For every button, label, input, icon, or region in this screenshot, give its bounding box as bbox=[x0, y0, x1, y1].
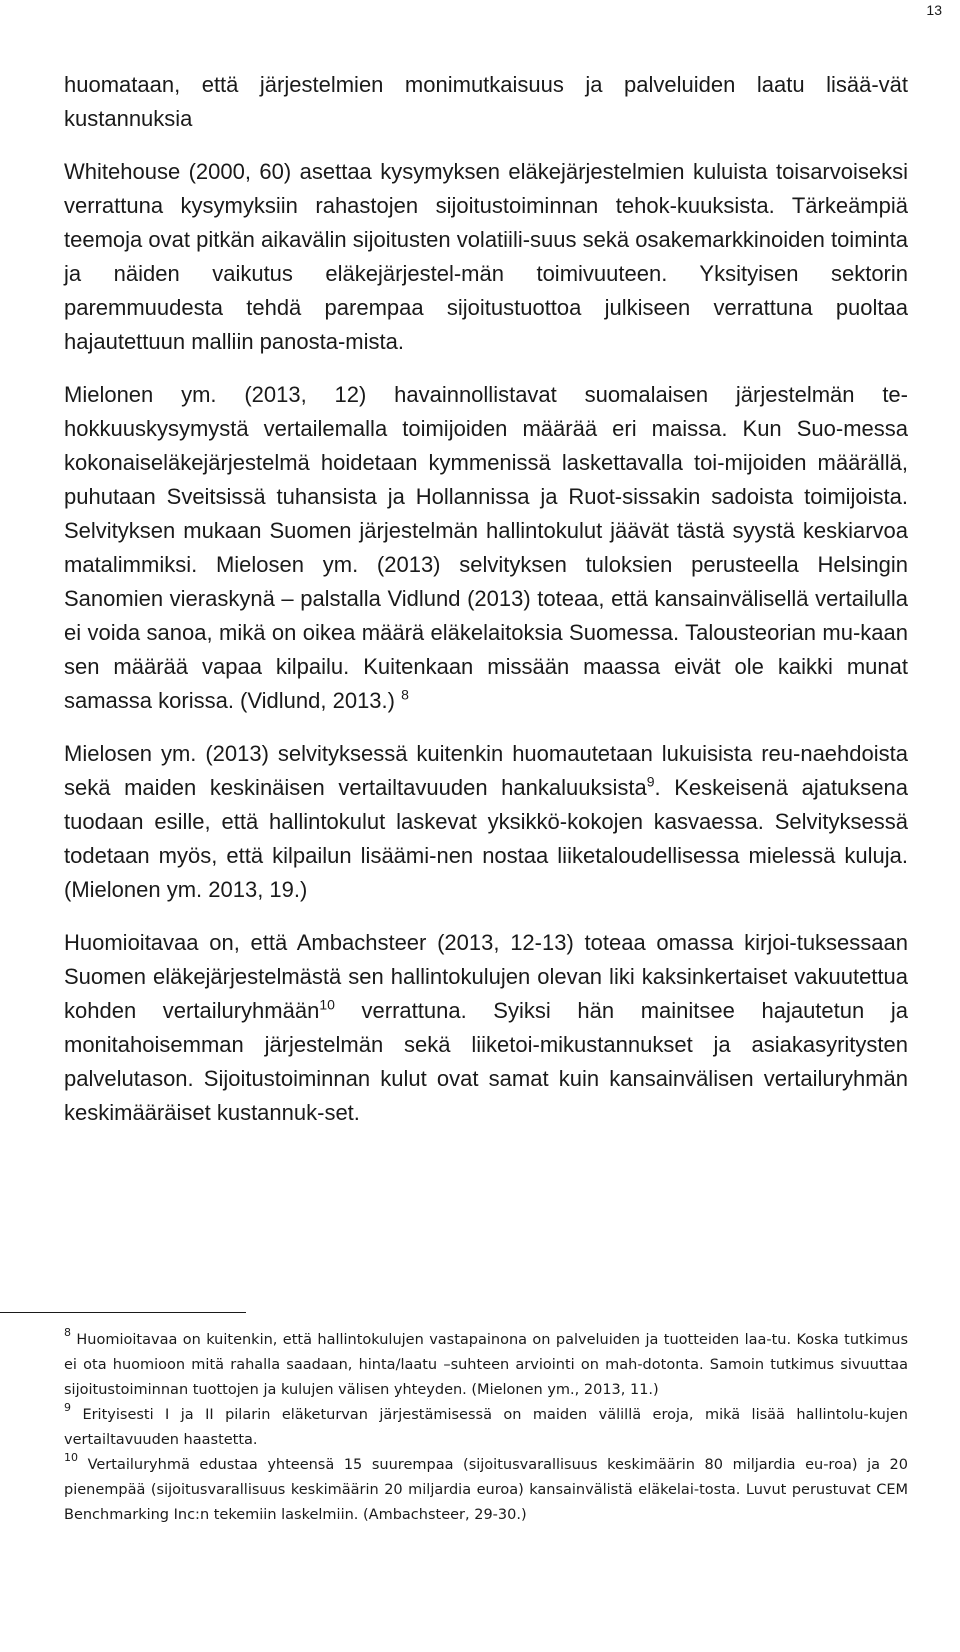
footnote-number: 9 bbox=[64, 1400, 71, 1414]
footnote-number: 10 bbox=[64, 1450, 78, 1464]
paragraph-5-text-a: Huomioitavaa on, että Ambachsteer (2013, 12-13) toteaa omassa kirjoi-tuksessaan Suomen eläkejärjestelmästä sen hallintokulujen olevan liki kaksinkertaiset vakuutettua kohden vertailuryhmään bbox=[64, 930, 908, 1023]
footnote-number: 8 bbox=[64, 1325, 71, 1339]
footnote-text: Vertailuryhmä edustaa yhteensä 15 suurempaa (sijoitusvarallisuus keskimäärin 80 miljardia eu-roa) ja 20 pienempää (sijoitusvarallisuus keskimäärin 20 miljardia euroa) kansainvälistä eläkelai-tosta. Luvut perustuvat CEM Benchmarking Inc:n tekemiin laskelmiin. (Ambachsteer, 29-30.) bbox=[64, 1457, 909, 1523]
footnote-ref-8: 8 bbox=[401, 686, 409, 703]
footnote-divider bbox=[0, 1312, 246, 1313]
paragraph-2: Whitehouse (2000, 60) asettaa kysymyksen eläkejärjestelmien kuluista toisarvoiseksi verrattuna kysymyksiin rahastojen sijoitustoiminnan tehok-kuuksista. Tärkeämpiä teemoja ovat pitkän aikavälin sijoitusten volatiili-suus sekä osakemarkkinoiden toiminta ja näiden vaikutus eläkejärjestel-män toimivuuteen. Yksityisen sektorin paremmuudesta tehdä parempaa sijoitustuottoa julkiseen verrattuna puoltaa hajautettuun malliin panosta-mista. bbox=[64, 159, 908, 354]
footnote-ref-9: 9 bbox=[646, 773, 655, 790]
paragraph-3-text: Mielonen ym. (2013, 12) havainnollistavat suomalaisen järjestelmän te-hokkuuskysymystä vertailemalla toimijoiden määrää eri maissa. Kun Suo-messa kokonaiseläkejärjestelmä hoidetaan kymmenissä laskettavalla toi-mijoiden määrällä, puhutaan Sveitsissä tuhansista ja Hollannissa ja Ruot-sissakin sadoista toimijoista. Selvityksen mukaan Suomen järjestelmän hallintokulut jäävät tästä syystä keskiarvoa matalimmiksi. Mielosen ym. (2013) selvityksen tuloksien perusteella Helsingin Sanomien vieraskynä – palstalla Vidlund (2013) toteaa, että kansainvälisellä vertailulla ei voida sanoa, mikä on oikea määrä eläkelaitoksia Suomessa. Talousteorian mu-kaan sen määrää vapaa kilpailu. Kuitenkaan missään maassa eivät ole kaikki munat samassa korissa. (Vidlund, 2013.) bbox=[64, 382, 908, 713]
paragraph-1: huomataan, että järjestelmien monimutkaisuus ja palveluiden laatu lisää-vät kustannuksia bbox=[64, 72, 908, 131]
paragraph-4-text-b: . Keskeisenä ajatuksena tuodaan esille, että hallintokulut laskevat yksikkö-kokojen kasvaessa. Selvityksessä todetaan myös, että kilpailun lisäämi-nen nostaa liiketaloudellisessa mielessä kuluja. (Mielonen ym. 2013, 19.) bbox=[64, 775, 908, 902]
footnote-10 bbox=[64, 1450, 909, 1528]
paragraph-4-text-a: Mielosen ym. (2013) selvityksessä kuitenkin huomautetaan lukuisista reu-naehdoista sekä maiden keskinäisen vertailtavuuden hankaluuksista bbox=[64, 741, 908, 800]
footnote-ref-10: 10 bbox=[319, 996, 335, 1013]
footnotes bbox=[64, 1325, 909, 1528]
page-number: 13 bbox=[926, 2, 942, 18]
footnote-9 bbox=[64, 1400, 908, 1453]
paragraph-5-text-b: verrattuna. Syiksi hän mainitsee hajautetun ja monitahoisemman järjestelmän sekä liiketoi-mikustannukset ja asiakasyritysten palvelutason. Sijoitustoiminnan kulut ovat samat kuin kansainvälisen vertailuryhmän keskimääräiset kustannuk-set. bbox=[64, 998, 908, 1125]
footnote-text: Huomioitavaa on kuitenkin, että hallintokulujen vastapainona on palveluiden ja tuotteiden laa-tu. Koska tutkimus ei ota huomioon mitä rahalla saadaan, hinta/laatu –suhteen arviointi on mah-dotonta. Samoin tutkimus sivuuttaa sijoitustoiminnan tuottojen ja kulujen välisen yhteyden. (Mielonen ym., 2013, 11.) bbox=[64, 1332, 908, 1398]
footnote-text: Erityisesti I ja II pilarin eläketurvan järjestämisessä on maiden välillä eroja, mikä lisää hallintolu-kujen vertailtavuuden haastetta. bbox=[64, 1407, 908, 1448]
paragraph-5 bbox=[64, 926, 908, 1130]
paragraph-4 bbox=[64, 737, 908, 907]
body-text bbox=[64, 68, 908, 1130]
paragraph-3 bbox=[64, 378, 908, 718]
footnote-8 bbox=[64, 1325, 908, 1403]
